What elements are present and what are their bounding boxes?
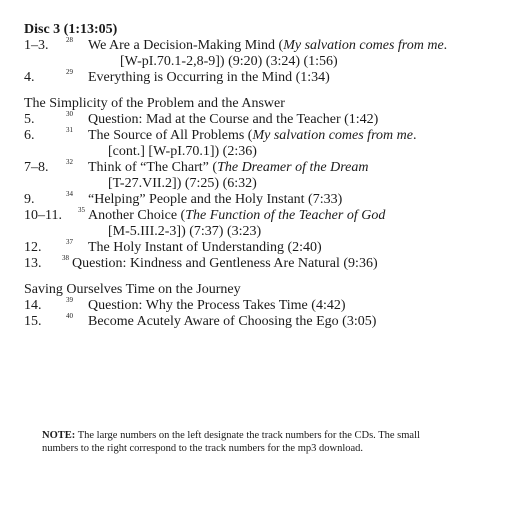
- mp3-track-number: 30: [66, 110, 73, 118]
- track-title: Everything is Occurring in the Mind (1:34): [88, 70, 330, 85]
- disc-heading: Disc 3 (1:13:05): [24, 22, 118, 37]
- cd-track-number: 6.: [24, 128, 35, 143]
- track-title: The Source of All Problems (My salvation comes from me.: [88, 128, 417, 143]
- track-title: “Helping” People and the Holy Instant (7:33): [88, 192, 343, 207]
- track-reference: [cont.] [W-pI.70.1]) (2:36): [108, 144, 257, 159]
- mp3-track-number: 32: [66, 158, 73, 166]
- cd-track-number: 9.: [24, 192, 35, 207]
- track-reference: [W-pI.70.1-2,8-9]) (9:20) (3:24) (1:56): [120, 54, 338, 69]
- cd-track-number: 13.: [24, 256, 42, 271]
- cd-track-number: 12.: [24, 240, 42, 255]
- mp3-track-number: 37: [66, 238, 73, 246]
- cd-track-number: 5.: [24, 112, 35, 127]
- track-title: Question: Kindness and Gentleness Are Natural (9:36): [72, 256, 378, 271]
- cd-track-number: 7–8.: [24, 160, 49, 175]
- mp3-track-number: 29: [66, 68, 73, 76]
- track-title: Question: Mad at the Course and the Teacher (1:42): [88, 112, 379, 127]
- mp3-track-number: 38: [62, 254, 69, 262]
- section-heading: The Simplicity of the Problem and the Answer: [24, 96, 285, 111]
- track-title: We Are a Decision-Making Mind (My salvation comes from me.: [88, 38, 448, 53]
- track-reference: [M-5.III.2-3]) (7:37) (3:23): [108, 224, 262, 239]
- section-heading: Saving Ourselves Time on the Journey: [24, 282, 241, 297]
- cd-track-number: 4.: [24, 70, 35, 85]
- mp3-track-number: 39: [66, 296, 73, 304]
- track-title: The Holy Instant of Understanding (2:40): [88, 240, 322, 255]
- track-title: Question: Why the Process Takes Time (4:42): [88, 298, 346, 313]
- footnote: [42, 430, 442, 455]
- mp3-track-number: 28: [66, 36, 73, 44]
- track-title: Become Acutely Aware of Choosing the Ego (3:05): [88, 314, 377, 329]
- track-title: Think of “The Chart” (The Dreamer of the Dream: [88, 160, 369, 175]
- cd-track-number: 14.: [24, 298, 42, 313]
- mp3-track-number: 35: [78, 206, 85, 214]
- note-text: The large numbers on the left designate the track numbers for the CDs. The small numbers to the right correspond to the track numbers for the mp3 download.: [42, 430, 420, 454]
- cd-track-number: 10–11.: [24, 208, 62, 223]
- mp3-track-number: 34: [66, 190, 73, 198]
- track-title: Another Choice (The Function of the Teacher of God: [88, 208, 386, 223]
- cd-track-number: 1–3.: [24, 38, 49, 53]
- cd-track-number: 15.: [24, 314, 42, 329]
- note-label: NOTE:: [42, 430, 76, 441]
- mp3-track-number: 31: [66, 126, 73, 134]
- mp3-track-number: 40: [66, 312, 73, 320]
- track-reference: [T-27.VII.2]) (7:25) (6:32): [108, 176, 257, 191]
